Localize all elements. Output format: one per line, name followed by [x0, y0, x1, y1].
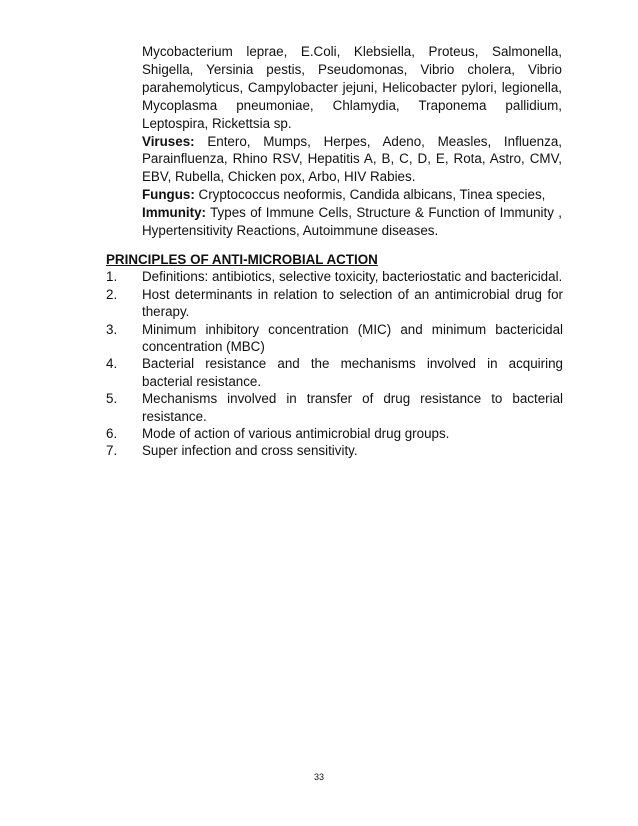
- section-heading: PRINCIPLES OF ANTI-MICROBIAL ACTION: [106, 252, 378, 267]
- list-item-number: 6.: [106, 426, 118, 442]
- immunity-text: Types of Immune Cells, Structure & Function of Immunity , Hypertensitivity Reactions, Autoimmune diseases.: [142, 205, 562, 239]
- list-item: [106, 442, 563, 459]
- list-item: [106, 390, 563, 425]
- principles-section: [106, 251, 563, 460]
- bacteria-list: Mycobacterium leprae, E.Coli, Klebsiella, Proteus, Salmonella, Shigella, Yersinia pestis, Pseudomonas, Vibrio cholera, Vibrio parahemolyticus, Campylobacter jejuni, Helicobacter pylori, legionella, Mycoplasma pneumoniae, Chlamydia, Traponema pallidium, Leptospira, Rickettsia sp.: [142, 44, 562, 131]
- list-item: [106, 268, 563, 285]
- list-item-number: 1.: [106, 269, 118, 285]
- list-item: [106, 355, 563, 390]
- list-item-text: Super infection and cross sensitivity.: [142, 443, 358, 459]
- viruses-paragraph: [142, 133, 562, 187]
- list-item-number: 4.: [106, 356, 118, 372]
- list-item-text: Definitions: antibiotics, selective toxicity, bacteriostatic and bactericidal.: [142, 269, 563, 285]
- fungus-label: Fungus:: [142, 187, 195, 203]
- list-item-number: 5.: [106, 391, 118, 407]
- microbiology-topics-block: [142, 43, 562, 240]
- viruses-text: Entero, Mumps, Herpes, Adeno, Measles, Influenza, Parainfluenza, Rhino RSV, Hepatitis A, B, C, D, E, Rota, Astro, CMV, EBV, Rubella, Chicken pox, Arbo, HIV Rabies.: [142, 133, 562, 185]
- list-item-text: Host determinants in relation to selection of an antimicrobial drug for therapy.: [142, 286, 563, 320]
- list-item: [106, 425, 563, 442]
- list-item: [106, 286, 563, 321]
- immunity-paragraph: [142, 204, 562, 240]
- list-item-number: 3.: [106, 321, 118, 337]
- fungus-paragraph: [142, 186, 562, 204]
- list-item-number: 7.: [106, 443, 118, 459]
- fungus-text: Cryptococcus neoformis, Candida albicans, Tinea species,: [194, 187, 546, 203]
- immunity-label: Immunity:: [142, 205, 206, 221]
- list-item-text: Bacterial resistance and the mechanisms involved in acquiring bacterial resistance.: [142, 356, 563, 389]
- list-item-text: Mechanisms involved in transfer of drug resistance to bacterial resistance.: [142, 391, 563, 424]
- viruses-label: Viruses:: [142, 133, 195, 149]
- list-item: [106, 321, 563, 356]
- page-number: 33: [313, 772, 324, 782]
- list-item-text: Minimum inhibitory concentration (MIC) and minimum bactericidal concentration (MBC): [142, 321, 563, 355]
- list-item-number: 2.: [106, 286, 118, 302]
- list-item-text: Mode of action of various antimicrobial drug groups.: [142, 426, 450, 442]
